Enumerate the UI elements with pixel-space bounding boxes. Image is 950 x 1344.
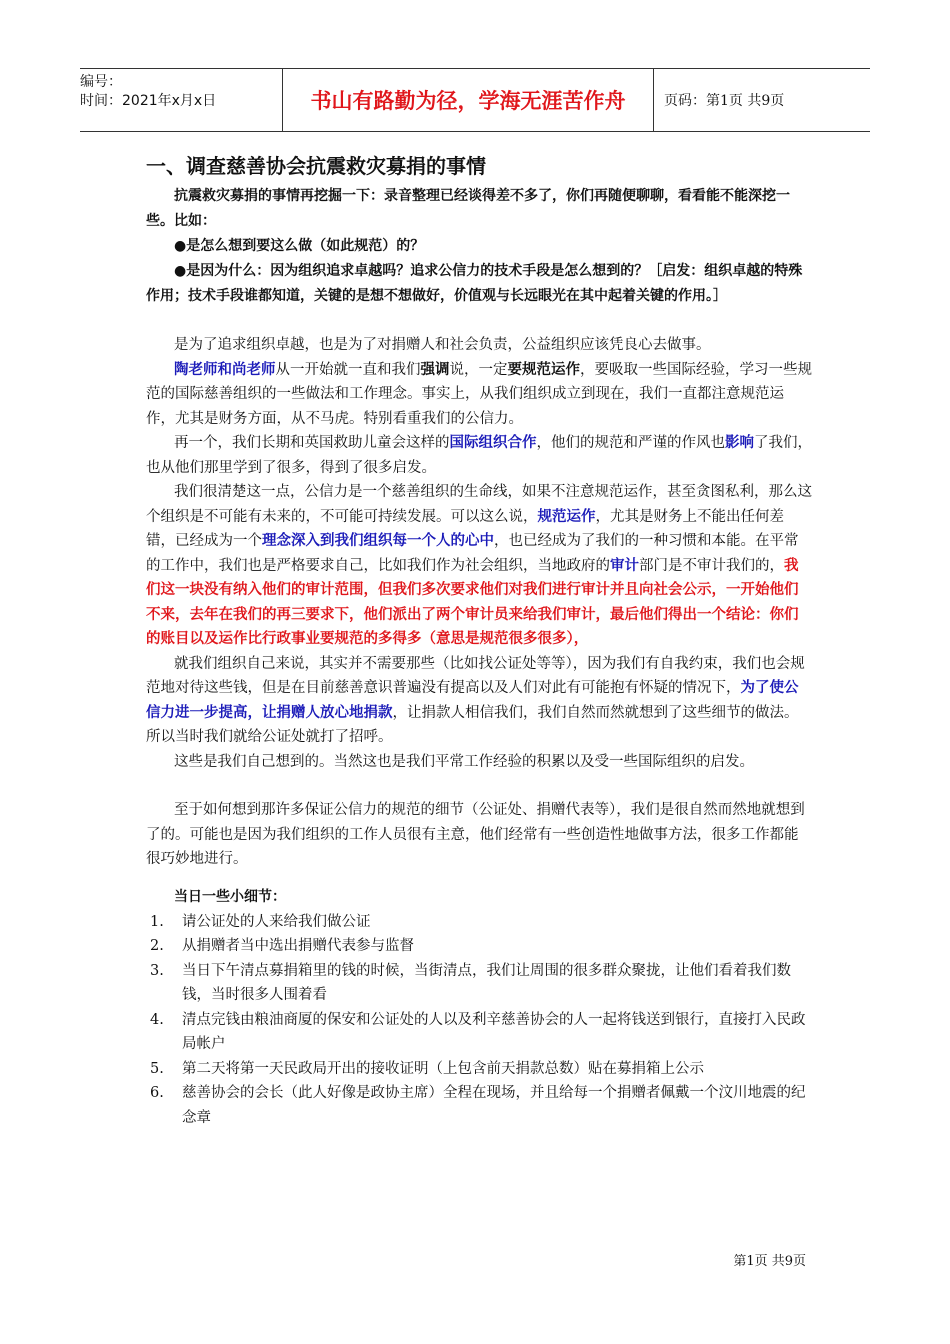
highlight-cooperation: 国际组织合作 <box>449 434 537 451</box>
body-paragraph-1: 是为了追求组织卓越，也是为了对捐赠人和社会负责，公益组织应该凭良心去做事。 <box>174 337 711 353</box>
body-paragraph-7: 至于如何想到那许多保证公信力的规范的细节（公证处、捐赠代表等），我们是很自然而然地就想到了的。可能也是因为我们组织的工作人员很有主意，他们经常有一些创造性地做事方法，很多工作都能很巧妙地进行。 <box>146 802 805 867</box>
interview-body <box>146 333 812 872</box>
header-meta <box>80 69 282 131</box>
details-heading: 当日一些小细节： <box>174 888 286 905</box>
page-header <box>80 68 870 132</box>
body-paragraph-3: 再一个，我们长期和英国救助儿童会这样的国际组织合作，他们的规范和严谨的作风也影响了我们，也从他们那里学到了很多，得到了很多启发。 <box>146 434 812 476</box>
header-page-number: 页码：第1页 共9页 <box>664 93 785 109</box>
highlight-credibility: 为了使公信力进一步提高，让捐赠人放心地捐款 <box>146 679 799 721</box>
document-number: 编号： <box>80 74 122 90</box>
document-date: 时间：2021年x月x日 <box>80 93 217 109</box>
list-item: 3. 当日下午清点募捐箱里的钱的时候，当街清点，我们让周围的很多群众聚拢，让他们看着我们数钱，当时很多人围着看 <box>150 962 791 1003</box>
list-item: 4. 清点完钱由粮油商厦的保安和公证处的人以及利辛慈善协会的人一起将钱送到银行，直接打入民政局帐户 <box>150 1011 806 1052</box>
list-item: 1. 请公证处的人来给我们做公证 <box>150 913 371 930</box>
list-item: 6. 慈善协会的会长（此人好像是政协主席）全程在现场，并且给每一个捐赠者佩戴一个汶川地震的纪念章 <box>150 1085 806 1126</box>
intro-bullet-2: ●是因为什么：因为组织追求卓越吗？追求公信力的技术手段是怎么想到的？［启发：组织卓越的特殊作用；技术手段谁都知道，关键的是想不想做好，价值观与长远眼光在其中起着关键的作用。］ <box>146 263 803 304</box>
body-paragraph-6: 这些是我们自己想到的。当然这也是我们平常工作经验的积累以及受一些国际组织的启发。 <box>174 753 754 770</box>
intro-paragraph: 抗震救灾募捐的事情再挖掘一下：录音整理已经谈得差不多了，你们再随便聊聊，看看能不能深挖一些。比如： <box>146 188 790 229</box>
document-content <box>146 152 812 1130</box>
details-list <box>146 910 812 1131</box>
list-item: 5. 第二天将第一天民政局开出的接收证明（上包含前天捐款总数）贴在募捐箱上公示 <box>150 1060 704 1077</box>
intro-block <box>146 184 812 309</box>
section-title: 一、调查慈善协会抗震救灾募捐的事情 <box>146 154 486 178</box>
highlight-teachers: 陶老师和尚老师 <box>174 360 276 378</box>
body-paragraph-2: 陶老师和尚老师从一开始就一直和我们强调说，一定要规范运作，要吸取一些国际经验，学习一些规范的国际慈善组织的一些做法和工作理念。事实上，从我们组织成立到现在，我们一直都注意规范运作，尤其是财务方面，从不马虎。特别看重我们的公信力。 <box>146 360 812 427</box>
body-paragraph-5: 就我们组织自己来说，其实并不需要那些（比如找公证处等等），因为我们有自我约束，我们也会规范地对待这些钱，但是在目前慈善意识普遍没有提高以及人们对此有可能抱有怀疑的情况下，为了使公信力进一步提高，让捐赠人放心地捐款，让捐款人相信我们，我们自然而然就想到了这些细节的做法。所以当时我们就给公证处就打了招呼。 <box>146 655 805 745</box>
header-motto: 书山有路勤为径，学海无涯苦作舟 <box>282 69 654 131</box>
highlight-audit: 我们这一块没有纳入他们的审计范围，但我们多次要求他们对我们进行审计并且向社会公示，一开始他们不来，去年在我们的再三要求下，他们派出了两个审计员来给我们审计，最后他们得出一个结论：你们的账目以及运作比行政事业要规范的多得多（意思是规范很多很多）， <box>146 556 799 647</box>
intro-bullet-1: ●是怎么想到要这么做（如此规范）的？ <box>174 238 425 254</box>
highlight-influence: 影响 <box>725 434 754 451</box>
body-paragraph-4: 我们很清楚这一点，公信力是一个慈善组织的生命线，如果不注意规范运作，甚至贪图私利，那么这个组织是不可能有未来的，不可能可持续发展。可以这么说，规范运作，尤其是财务上不能出任何差错，已经成为一个理念深入到我们组织每一个人的心中，也已经成为了我们的一种习惯和本能。在平常的工作中，我们也是严格要求自己，比如我们作为社会组织，当地政府的审计部门是不审计我们的，我们这一块没有纳入他们的审计范围，但我们多次要求他们对我们进行审计并且向社会公示，一开始他们不来，去年在我们的再三要求下，他们派出了两个审计员来给我们审计，最后他们得出一个结论：你们的账目以及运作比行政事业要规范的多得多（意思是规范很多很多）， <box>146 484 812 647</box>
list-item: 2. 从捐赠者当中选出捐赠代表参与监督 <box>150 938 414 954</box>
page-footer: 第1页 共9页 <box>733 1254 806 1269</box>
